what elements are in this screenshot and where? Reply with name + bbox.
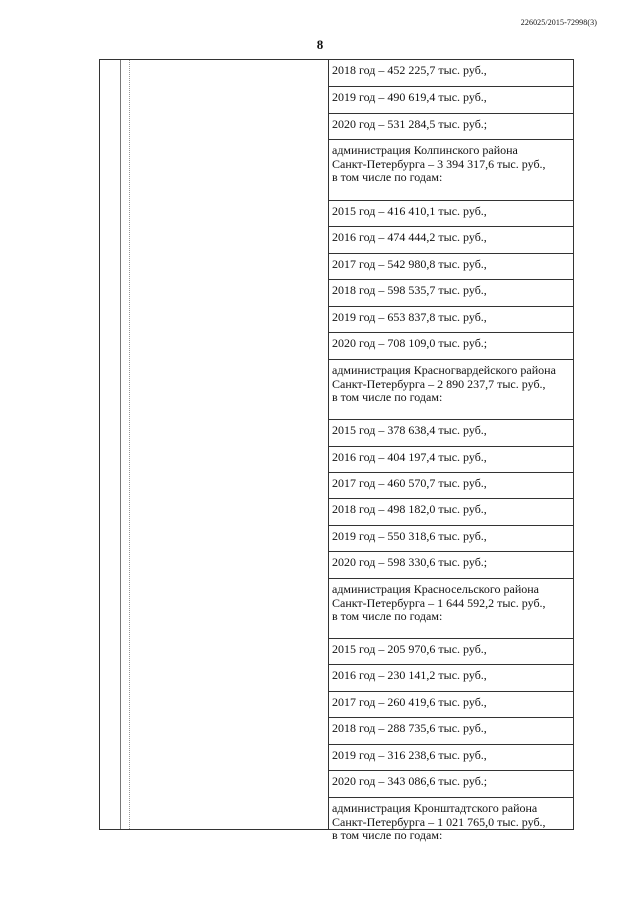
cell-text-line: Санкт-Петербурга – 1 021 765,0 тыс. руб., — [332, 814, 546, 829]
cell-text-line: 2018 год – 452 225,7 тыс. руб., — [332, 63, 487, 77]
cell-text-line: Санкт-Петербурга – 2 890 237,7 тыс. руб., — [332, 376, 546, 391]
cell-text-line: 2020 год – 598 330,6 тыс. руб.; — [332, 555, 488, 569]
cell-text-line: 2019 год – 316 238,6 тыс. руб., — [332, 748, 487, 762]
cell-text-line: 2015 год – 205 970,6 тыс. руб., — [332, 642, 487, 656]
cell-text-line: 2017 год – 542 980,8 тыс. руб., — [332, 257, 487, 271]
cell-text-line: Санкт-Петербурга – 1 644 592,2 тыс. руб., — [332, 595, 546, 610]
cell-text-line: 2018 год – 288 735,6 тыс. руб., — [332, 721, 487, 735]
cell-text-line: 2016 год – 404 197,4 тыс. руб., — [332, 450, 487, 464]
cell-text-line: 2018 год – 598 535,7 тыс. руб., — [332, 283, 487, 297]
cell-text-line: 2019 год – 653 837,8 тыс. руб., — [332, 310, 487, 324]
table-row-organization — [329, 139, 573, 200]
table-row-year-amount — [329, 664, 573, 691]
cell-text-line: в том числе по годам: — [332, 390, 443, 404]
table-row-organization — [329, 578, 573, 638]
table-row-year-amount — [329, 86, 573, 113]
cell-text-line: администрация Кронштадтского района — [332, 801, 538, 815]
table-row-year-amount — [329, 691, 573, 717]
cell-text-line: 2019 год – 490 619,4 тыс. руб., — [332, 90, 487, 104]
cell-text-line: 2017 год – 260 419,6 тыс. руб., — [332, 695, 487, 709]
table-row-year-amount — [329, 446, 573, 472]
table-row-year-amount — [329, 525, 573, 551]
cell-text-line: 2017 год – 460 570,7 тыс. руб., — [332, 476, 487, 490]
table-row-year-amount — [329, 638, 573, 664]
table-row-year-amount — [329, 498, 573, 525]
table-column-divider — [129, 60, 130, 829]
table-row-year-amount — [329, 551, 573, 578]
page-number: 8 — [316, 37, 324, 52]
table-row-year-amount — [329, 60, 573, 86]
document-registration-number: 226025/2015-72998(3) — [520, 18, 597, 27]
table-row-organization — [329, 359, 573, 419]
cell-text-line: в том числе по годам: — [332, 609, 443, 623]
cell-text-line: 2015 год – 378 638,4 тыс. руб., — [332, 423, 487, 437]
table-column-divider — [120, 60, 121, 829]
table-row-year-amount — [329, 717, 573, 744]
table-row-year-amount — [329, 200, 573, 226]
cell-text-line: 2016 год – 474 444,2 тыс. руб., — [332, 230, 487, 244]
table-row-year-amount — [329, 770, 573, 797]
cell-text-line: 2020 год – 708 109,0 тыс. руб.; — [332, 336, 488, 350]
table-row-year-amount — [329, 253, 573, 279]
cell-text-line: 2016 год – 230 141,2 тыс. руб., — [332, 668, 487, 682]
cell-text-line: 2019 год – 550 318,6 тыс. руб., — [332, 529, 487, 543]
budget-table — [99, 59, 574, 842]
table-row-year-amount — [329, 472, 573, 498]
table-row-organization — [329, 797, 573, 842]
cell-text-line: администрация Колпинского района — [332, 143, 518, 157]
cell-text-line: в том числе по годам: — [332, 170, 443, 184]
cell-text-line: в том числе по годам: — [332, 828, 443, 842]
cell-text-line: 2020 год – 343 086,6 тыс. руб.; — [332, 774, 488, 788]
funding-details-column — [329, 60, 573, 842]
table-row-year-amount — [329, 744, 573, 770]
cell-text-line: 2020 год – 531 284,5 тыс. руб.; — [332, 117, 488, 131]
cell-text-line: 2018 год – 498 182,0 тыс. руб., — [332, 502, 487, 516]
table-row-year-amount — [329, 279, 573, 306]
table-row-year-amount — [329, 113, 573, 139]
table-row-year-amount — [329, 332, 573, 359]
cell-text-line: администрация Красносельского района — [332, 582, 539, 596]
table-row-year-amount — [329, 306, 573, 332]
cell-text-line: Санкт-Петербурга – 3 394 317,6 тыс. руб., — [332, 156, 546, 171]
cell-text-line: администрация Красногвардейского района — [332, 363, 556, 377]
table-row-year-amount — [329, 419, 573, 446]
table-row-year-amount — [329, 226, 573, 253]
cell-text-line: 2015 год – 416 410,1 тыс. руб., — [332, 204, 487, 218]
